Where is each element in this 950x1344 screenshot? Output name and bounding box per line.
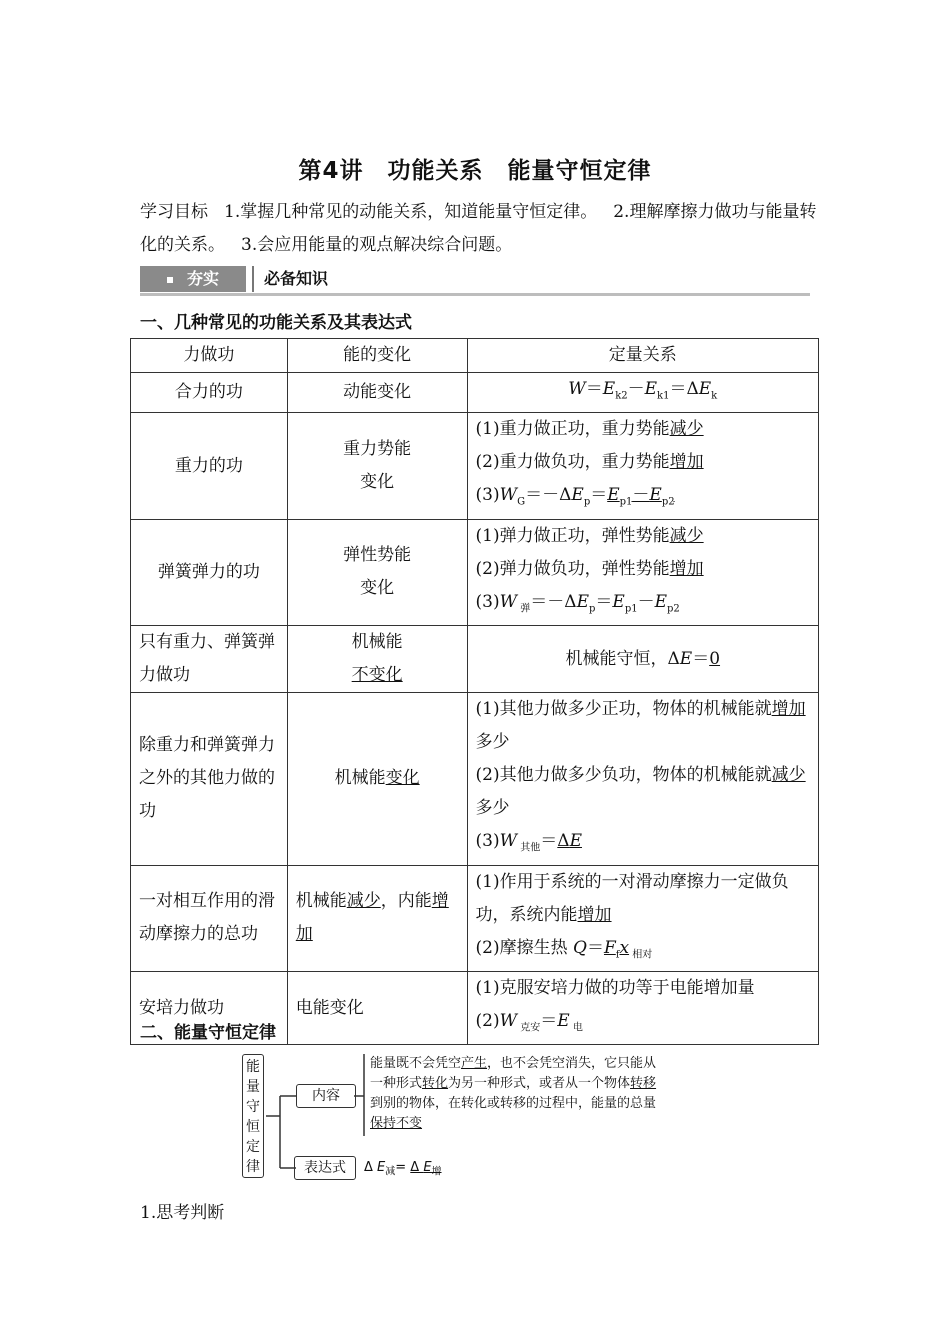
energy-cell: 弹性势能 变化 [287, 519, 467, 625]
force-cell: 弹簧弹力的功 [131, 519, 288, 625]
relation-cell: 机械能守恒，ΔE＝0 [467, 626, 818, 693]
table-header-row [131, 339, 819, 373]
table-row [131, 373, 819, 413]
relation-cell: (1)其他力做多少正功，物体的机械能就增加多少 (2)其他力做多少负功，物体的机械能就减少多少 (3)W $_{其他}$＝ΔE [467, 693, 818, 865]
subsection-heading: 1.思考判断 [140, 1203, 225, 1223]
objective-item: 3.会应用能量的观点解决综合问题。 [241, 235, 513, 255]
page-title: 第4讲 功能关系 能量守恒定律 [298, 158, 652, 184]
diagram-box-content: 内容 [296, 1084, 356, 1108]
learning-objectives [140, 196, 820, 262]
energy-cell: 机械能减少，内能增加 [287, 865, 467, 971]
diagram-content-line: 保持不变 [370, 1116, 423, 1131]
energy-cell: 机械能变化 [287, 693, 467, 865]
force-cell: 一对相互作用的滑动摩擦力的总功 [131, 865, 288, 971]
relation-cell: $W=E_{k2}-E_{k1}=\Delta E_k$ [467, 373, 818, 413]
table-row [131, 413, 819, 519]
relation-cell: (1)弹力做正功，弹性势能减少 (2)弹力做负功，弹性势能增加 (3)W $_弹=-\Delta E_p=E_{p1}-E_{p2}$ [467, 519, 818, 625]
force-cell: 重力的功 [131, 413, 288, 519]
relation-cell: (1)克服安培力做的功等于电能增加量 (2)W $_{克安}$＝E $_电$ [467, 971, 818, 1044]
table-row [131, 865, 819, 971]
section-heading-1: 一、几种常见的功能关系及其表达式 [140, 313, 412, 333]
energy-cell: 机械能 不变化 [287, 626, 467, 693]
banner-title: 必备知识 [252, 266, 810, 292]
table-row [131, 626, 819, 693]
energy-conservation-diagram [240, 1052, 720, 1184]
table-row [131, 693, 819, 865]
force-cell: 除重力和弹簧弹力之外的其他力做的功 [131, 693, 288, 865]
header-cell: 定量关系 [467, 339, 818, 373]
objective-item: 2.理解摩擦力做功与能量转化的关系。 [140, 202, 817, 255]
energy-cell: 动能变化 [287, 373, 467, 413]
diagram-box-expression: 表达式 [294, 1156, 356, 1180]
diagram-expression: Δ $E_减= \Delta$ $E_增$ [364, 1160, 442, 1178]
diagram-root: 能 量 守 恒 定 律 [242, 1054, 264, 1178]
energy-cell: 电能变化 [287, 971, 467, 1044]
force-cell: 只有重力、弹簧弹力做功 [131, 626, 288, 693]
section-heading-2: 二、能量守恒定律 [140, 1023, 276, 1043]
header-cell: 能的变化 [287, 339, 467, 373]
relation-cell: (1)作用于系统的一对滑动摩擦力一定做负功，系统内能增加 (2)摩擦生热 $Q=F_fx$ $_{相对}$ [467, 865, 818, 971]
table-row [131, 519, 819, 625]
force-cell: 合力的功 [131, 373, 288, 413]
diagram-content-line: 到别的物体，在转化或转移的过程中，能量的总量 [370, 1096, 657, 1111]
objective-item: 1.掌握几种常见的动能关系，知道能量守恒定律。 [224, 202, 598, 222]
objective-label: 学习目标 [140, 202, 208, 222]
square-bullet-icon [167, 277, 173, 283]
force-cell: 安培力做功 [131, 971, 288, 1044]
work-energy-table [130, 338, 819, 1045]
diagram-content-line: 一种形式转化为另一种形式，或者从一个物体转移 [370, 1076, 657, 1091]
banner-divider [140, 293, 810, 296]
energy-cell: 重力势能 变化 [287, 413, 467, 519]
header-cell: 力做功 [131, 339, 288, 373]
banner-tag-label: 夯实 [186, 269, 219, 288]
diagram-content-line: 能量既不会凭空产生，也不会凭空消失，它只能从 [370, 1056, 657, 1071]
relation-cell: (1)重力做正功，重力势能减少 (2)重力做负功，重力势能增加 $(3)W_G=-\Delta E_p=E_{p1}-E_{p2}$ [467, 413, 818, 519]
banner-tag [140, 266, 246, 292]
section-banner [140, 266, 810, 296]
